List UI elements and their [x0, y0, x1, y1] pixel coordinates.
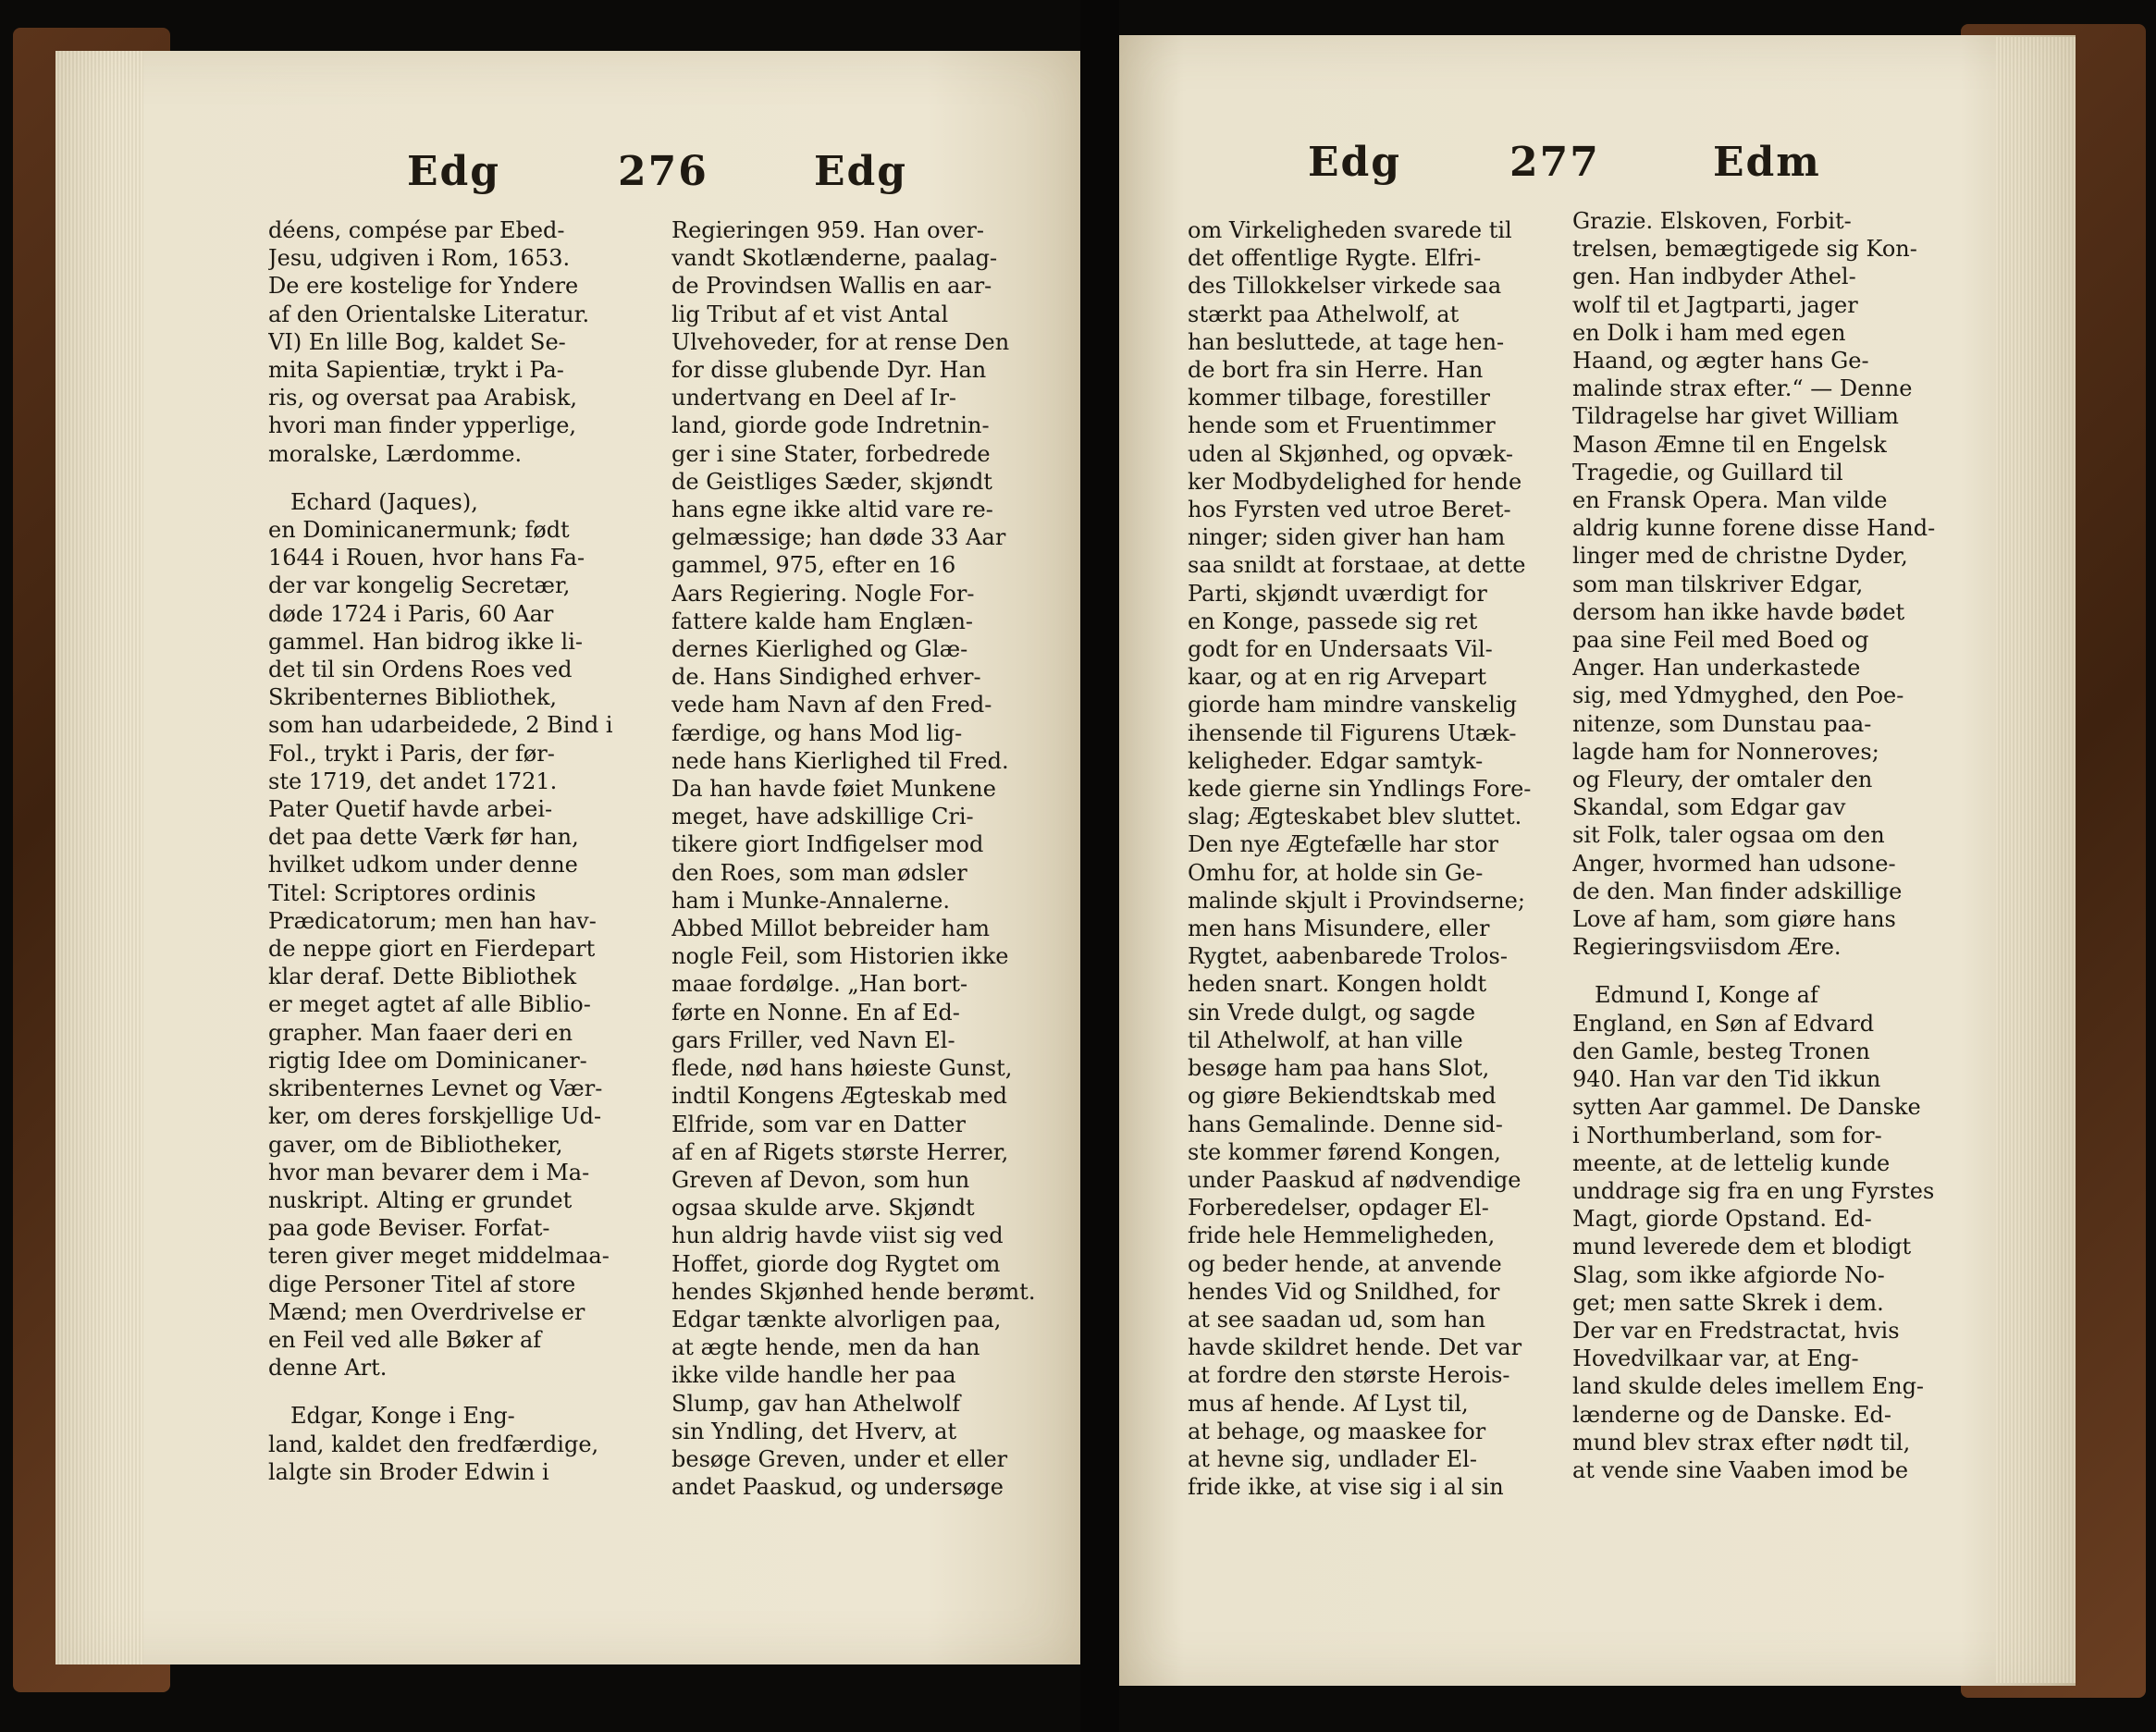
text-line: wolf til et Jagtparti, jager — [1572, 291, 1858, 318]
text-line: sytten Aar gammel. De Danske — [1572, 1094, 1921, 1121]
text-line: han besluttede, at tage hen- — [1188, 328, 1505, 355]
text-line: malinde strax efter.“ — Denne — [1572, 375, 1913, 402]
text-line: Da han havde føiet Munkene — [671, 776, 996, 803]
text-line: nitenze, som Dunstau paa- — [1572, 710, 1872, 737]
text-line: sin Vrede dulgt, og sagde — [1188, 999, 1476, 1026]
right-page-edges — [1996, 37, 2076, 1683]
text-line: Love af ham, som giøre hans — [1572, 906, 1896, 933]
text-line — [268, 468, 657, 488]
text-line: Fol., trykt i Paris, der før- — [268, 740, 555, 767]
right-header-left: Edg — [1308, 139, 1402, 186]
text-line: indtil Kongens Ægteskab med — [671, 1083, 1007, 1110]
text-line: at fordre den største Herois- — [1188, 1362, 1510, 1389]
text-line: gars Friller, ved Navn El- — [671, 1026, 955, 1053]
left-page-column-2 — [671, 216, 1060, 1501]
text-line: land, kaldet den fredfærdige, — [268, 1431, 599, 1457]
text-line: aldrig kunne forene disse Hand- — [1572, 515, 1936, 542]
text-line: det offentlige Rygte. Elfri- — [1188, 245, 1482, 272]
text-line: keligheder. Edgar samtyk- — [1188, 747, 1484, 774]
book-gutter — [1080, 0, 1119, 1732]
right-page-number: 277 — [1509, 139, 1600, 186]
text-line: Anger. Han underkastede — [1572, 655, 1861, 682]
text-line: ste 1719, det andet 1721. — [268, 768, 558, 794]
text-line: nede hans Kierlighed til Fred. — [671, 747, 1009, 774]
text-line: men hans Misundere, eller — [1188, 915, 1490, 942]
text-line: gelmæssige; han døde 33 Aar — [671, 524, 1006, 551]
text-line: paa sine Feil med Boed og — [1572, 627, 1869, 654]
text-line: som man tilskriver Edgar, — [1572, 571, 1864, 597]
text-line: Elfride, som var en Datter — [671, 1111, 966, 1137]
text-line: moralske, Lærdomme. — [268, 440, 523, 467]
text-line: Hoffet, giorde dog Rygtet om — [671, 1250, 1001, 1277]
text-line: Edgar tænkte alvorligen paa, — [671, 1306, 1002, 1333]
text-line: giorde ham mindre vanskelig — [1188, 692, 1517, 719]
text-line: den Roes, som man ødsler — [671, 859, 967, 886]
text-line: under Paaskud af nødvendige — [1188, 1166, 1522, 1193]
text-line: ste kommer førend Kongen, — [1188, 1138, 1501, 1165]
right-header-right: Edm — [1713, 139, 1821, 186]
text-line: fattere kalde ham Englæn- — [671, 608, 974, 634]
left-header-right: Edg — [814, 148, 908, 195]
text-line: ris, og oversat paa Arabisk, — [268, 385, 577, 412]
text-line: sig, med Ydmyghed, den Poe- — [1572, 682, 1904, 709]
text-line: Grazie. Elskoven, Forbit- — [1572, 208, 1852, 234]
text-line: Haand, og ægter hans Ge- — [1572, 348, 1869, 375]
text-line: kede gierne sin Yndlings Fore- — [1188, 776, 1532, 803]
text-line: de. Hans Sindighed erhver- — [671, 664, 981, 691]
text-line: og Fleury, der omtaler den — [1572, 767, 1873, 793]
text-line: Regieringsviisdom Ære. — [1572, 934, 1842, 961]
text-line: ker, om deres forskjellige Ud- — [268, 1103, 602, 1130]
text-line: Slump, gav han Athelwolf — [671, 1390, 961, 1417]
text-line: og giøre Bekiendtskab med — [1188, 1083, 1497, 1110]
text-line: gen. Han indbyder Athel- — [1572, 264, 1856, 290]
text-line: af den Orientalske Literatur. — [268, 301, 590, 327]
text-line: døde 1724 i Paris, 60 Aar — [268, 600, 554, 627]
text-line: som han udarbeidede, 2 Bind i — [268, 712, 613, 739]
text-line: Prædicatorum; men han hav- — [268, 907, 597, 934]
text-line: Tragedie, og Guillard til — [1572, 459, 1843, 485]
text-line: hvor man bevarer dem i Ma- — [268, 1159, 590, 1185]
text-line: ninger; siden giver han ham — [1188, 524, 1506, 551]
text-line: en Feil ved alle Bøker af — [268, 1326, 542, 1353]
text-line: flede, nød hans høieste Gunst, — [671, 1055, 1013, 1082]
text-line: uden al Skjønhed, og opvæk- — [1188, 440, 1513, 467]
text-line: hun aldrig havde viist sig ved — [671, 1222, 1004, 1249]
text-line — [268, 1382, 657, 1402]
text-line: Mason Æmne til en Engelsk — [1572, 431, 1887, 458]
text-line: Edgar, Konge i Eng- — [290, 1403, 515, 1430]
text-line: get; men satte Skrek i dem. — [1572, 1289, 1884, 1316]
text-line: en Dolk i ham med egen — [1572, 319, 1846, 346]
text-line: vede ham Navn af den Fred- — [671, 692, 992, 719]
text-line: en Konge, passede sig ret — [1188, 608, 1478, 634]
text-line: denne Art. — [268, 1355, 388, 1382]
text-line: Anger, hvormed han udsone- — [1572, 850, 1896, 877]
text-line: ker Modbydelighed for hende — [1188, 468, 1522, 495]
text-line: rigtig Idee om Dominicaner- — [268, 1047, 587, 1074]
text-line: de bort fra sin Herre. Han — [1188, 357, 1484, 384]
text-line: at vende sine Vaaben imod be — [1572, 1456, 1909, 1483]
text-line: ogsaa skulde arve. Skjøndt — [671, 1195, 975, 1222]
text-line: England, en Søn af Edvard — [1572, 1010, 1875, 1037]
left-header-left: Edg — [407, 148, 501, 195]
text-line: meente, at de lettelig kunde — [1572, 1149, 1891, 1176]
text-line: en Dominicanermunk; født — [268, 517, 570, 544]
text-line: vandt Skotlænderne, paalag- — [671, 245, 998, 272]
left-page-column-1 — [268, 216, 657, 1486]
text-line: Echard (Jaques), — [290, 488, 478, 515]
text-line: førte en Nonne. En af Ed- — [671, 999, 960, 1026]
text-line: besøge ham paa hans Slot, — [1188, 1055, 1490, 1082]
text-line: besøge Greven, under et eller — [671, 1445, 1008, 1472]
text-line: Tildragelse har givet William — [1572, 403, 1899, 430]
text-line: Forberedelser, opdager El- — [1188, 1195, 1489, 1222]
text-line — [1572, 961, 1961, 981]
text-line: gaver, om de Bibliotheker, — [268, 1131, 563, 1158]
left-page-edges — [55, 51, 143, 1664]
text-line: hans Gemalinde. Denne sid- — [1188, 1111, 1503, 1137]
text-line: at ægte hende, men da han — [671, 1334, 980, 1361]
text-line: Den nye Ægtefælle har stor — [1188, 831, 1498, 858]
text-line: hendes Skjønhed hende berømt. — [671, 1278, 1036, 1305]
text-line: fride ikke, at vise sig i al sin — [1188, 1474, 1504, 1501]
text-line: grapher. Man faaer deri en — [268, 1019, 573, 1046]
text-line: af en af Rigets største Herrer, — [671, 1138, 1009, 1165]
text-line: lænderne og de Danske. Ed- — [1572, 1401, 1891, 1428]
text-line: tikere giort Indfigelser mod — [671, 831, 984, 858]
text-line: fride hele Hemmeligheden, — [1188, 1222, 1496, 1249]
text-line: Hovedvilkaar var, at Eng- — [1572, 1345, 1859, 1372]
text-line: dige Personer Titel af store — [268, 1271, 576, 1297]
text-line: i Northumberland, som for- — [1572, 1122, 1882, 1149]
text-line: trelsen, bemægtigede sig Kon- — [1572, 236, 1917, 263]
text-line: at behage, og maaskee for — [1188, 1418, 1486, 1444]
text-line: og beder hende, at anvende — [1188, 1250, 1502, 1277]
text-line: Parti, skjøndt uværdigt for — [1188, 580, 1487, 607]
text-line: lagde ham for Nonneroves; — [1572, 738, 1879, 765]
left-page-number: 276 — [618, 148, 708, 195]
text-line: er meget agtet af alle Biblio- — [268, 991, 591, 1018]
text-line: kommer tilbage, forestiller — [1188, 385, 1490, 412]
text-line: hendes Vid og Snildhed, for — [1188, 1278, 1500, 1305]
text-line: hvori man finder ypperlige, — [268, 412, 577, 439]
text-line: klar deraf. Dette Bibliothek — [268, 964, 577, 990]
text-line: Magt, giorde Opstand. Ed- — [1572, 1206, 1872, 1233]
text-line: meget, have adskillige Cri- — [671, 804, 974, 830]
text-line: ham i Munke-Annalerne. — [671, 887, 950, 914]
text-line: det til sin Ordens Roes ved — [268, 657, 573, 683]
text-line: Regieringen 959. Han over- — [671, 217, 984, 243]
text-line: nuskript. Alting er grundet — [268, 1186, 573, 1213]
text-line: ikke vilde handle her paa — [671, 1362, 956, 1389]
text-line: undertvang en Deel af Ir- — [671, 385, 957, 412]
text-line: Titel: Scriptores ordinis — [268, 879, 536, 906]
text-line: gammel. Han bidrog ikke li- — [268, 628, 584, 655]
text-line: mund leverede dem et blodigt — [1572, 1234, 1912, 1260]
text-line: dernes Kierlighed og Glæ- — [671, 636, 968, 663]
text-line: Pater Quetif havde arbei- — [268, 796, 553, 823]
text-line: de Provindsen Wallis en aar- — [671, 273, 992, 300]
text-line: færdige, og hans Mod lig- — [671, 719, 963, 746]
text-line: det paa dette Værk før han, — [268, 824, 579, 851]
text-line: VI) En lille Bog, kaldet Se- — [268, 328, 566, 355]
text-line: gammel, 975, efter en 16 — [671, 552, 956, 579]
text-line: mund blev strax efter nødt til, — [1572, 1429, 1911, 1456]
text-line: Der var en Fredstractat, hvis — [1572, 1317, 1900, 1344]
text-line: Jesu, udgiven i Rom, 1653. — [268, 245, 571, 272]
text-line: sit Folk, taler ogsaa om den — [1572, 822, 1885, 849]
text-line: unddrage sig fra en ung Fyrstes — [1572, 1177, 1935, 1204]
text-line: 1644 i Rouen, hvor hans Fa- — [268, 545, 585, 571]
text-line: sin Yndling, det Hverv, at — [671, 1418, 957, 1444]
text-line: Skribenternes Bibliothek, — [268, 684, 558, 711]
text-line: lalgte sin Broder Edwin i — [268, 1458, 549, 1485]
text-line: des Tillokkelser virkede saa — [1188, 273, 1502, 300]
text-line: mita Sapientiæ, trykt i Pa- — [268, 357, 564, 384]
text-line: at hevne sig, undlader El- — [1188, 1445, 1477, 1472]
text-line: de neppe giort en Fierdepart — [268, 936, 596, 963]
text-line: den Gamle, besteg Tronen — [1572, 1038, 1870, 1064]
text-line: dersom han ikke havde bødet — [1572, 598, 1905, 625]
text-line: slag; Ægteskabet blev sluttet. — [1188, 804, 1522, 830]
text-line: hans egne ikke altid vare re- — [671, 497, 993, 523]
text-line: stærkt paa Athelwolf, at — [1188, 301, 1460, 327]
text-line: land skulde deles imellem Eng- — [1572, 1373, 1925, 1400]
text-line: heden snart. Kongen holdt — [1188, 971, 1487, 998]
text-line: for disse glubende Dyr. Han — [671, 357, 987, 384]
text-line: til Athelwolf, at han ville — [1188, 1026, 1463, 1053]
text-line: De ere kostelige for Yndere — [268, 273, 579, 300]
text-line: havde skildret hende. Det var — [1188, 1334, 1522, 1361]
text-line: paa gode Beviser. Forfat- — [268, 1215, 550, 1242]
text-line: Slag, som ikke afgiorde No- — [1572, 1261, 1885, 1288]
text-line: de den. Man finder adskillige — [1572, 878, 1903, 904]
text-line: saa snildt at forstaae, at dette — [1188, 552, 1526, 579]
text-line: Omhu for, at holde sin Ge- — [1188, 859, 1484, 886]
right-page-column-2 — [1572, 207, 1961, 1484]
text-line: skribenternes Levnet og Vær- — [268, 1075, 603, 1102]
text-line: Edmund I, Konge af — [1595, 982, 1818, 1009]
text-line: godt for en Undersaats Vil- — [1188, 636, 1493, 663]
text-line: de Geistliges Sæder, skjøndt — [671, 468, 992, 495]
text-line: at see saadan ud, som han — [1188, 1306, 1486, 1333]
text-line: der var kongelig Secretær, — [268, 572, 571, 599]
right-page-column-1 — [1188, 216, 1576, 1501]
text-line: teren giver meget middelmaa- — [268, 1243, 610, 1270]
text-line: déens, compése par Ebed- — [268, 217, 565, 243]
text-line: nogle Feil, som Historien ikke — [671, 943, 1009, 970]
text-line: ger i sine Stater, forbedrede — [671, 440, 991, 467]
text-line: hvilket udkom under denne — [268, 852, 578, 878]
text-line: Skandal, som Edgar gav — [1572, 794, 1846, 821]
text-line: Mænd; men Overdrivelse er — [268, 1298, 585, 1325]
text-line: Ulvehoveder, for at rense Den — [671, 328, 1010, 355]
text-line: hos Fyrsten ved utroe Beret- — [1188, 497, 1511, 523]
text-line: en Fransk Opera. Man vilde — [1572, 487, 1888, 514]
text-line: maae fordølge. „Han bort- — [671, 971, 968, 998]
text-line: hende som et Fruentimmer — [1188, 412, 1496, 439]
text-line: mus af hende. Af Lyst til, — [1188, 1390, 1469, 1417]
text-line: 940. Han var den Tid ikkun — [1572, 1066, 1881, 1093]
text-line: ihensende til Figurens Utæk- — [1188, 719, 1517, 746]
text-line: Greven af Devon, som hun — [671, 1166, 970, 1193]
text-line: om Virkeligheden svarede til — [1188, 217, 1512, 243]
text-line: linger med de christne Dyder, — [1572, 543, 1908, 570]
text-line: lig Tribut af et vist Antal — [671, 301, 949, 327]
text-line: kaar, og at en rig Arvepart — [1188, 664, 1487, 691]
text-line: Rygtet, aabenbarede Trolos- — [1188, 943, 1508, 970]
text-line: Aars Regiering. Nogle For- — [671, 580, 975, 607]
text-line: andet Paaskud, og undersøge — [671, 1474, 1004, 1501]
text-line: malinde skjult i Provindserne; — [1188, 887, 1525, 914]
text-line: Abbed Millot bebreider ham — [671, 915, 991, 942]
text-line: land, giorde gode Indretnin- — [671, 412, 990, 439]
